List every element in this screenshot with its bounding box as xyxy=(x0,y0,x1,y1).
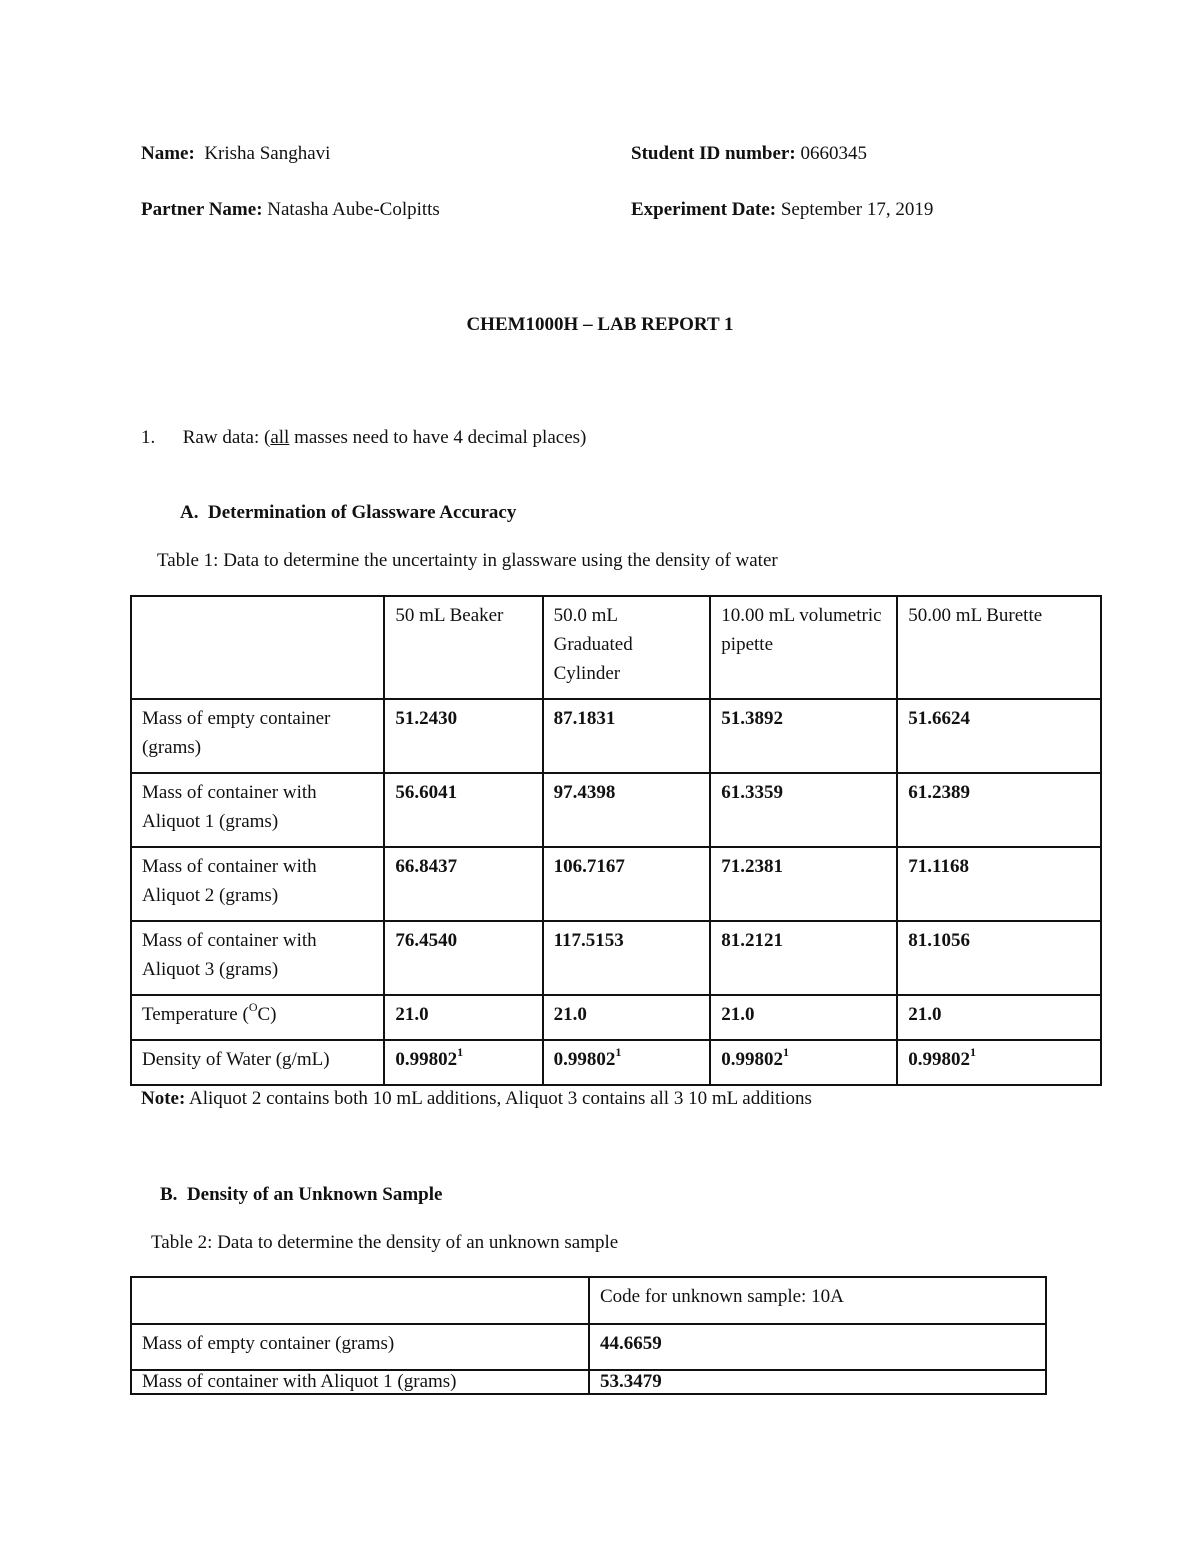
section-1-underlined: all xyxy=(270,427,290,448)
table-cell: 66.8437 xyxy=(384,847,542,921)
row-label: Mass of container with Aliquot 1 (grams) xyxy=(131,773,384,847)
row-label: Mass of empty container (grams) xyxy=(131,1324,589,1370)
table-cell: 21.0 xyxy=(710,995,897,1040)
table-cell: 51.2430 xyxy=(384,699,542,773)
column-header: 50 mL Beaker xyxy=(384,596,542,699)
table-2-header-row xyxy=(131,1277,1046,1324)
section-1-text-before: Raw data: ( xyxy=(182,427,271,448)
note-label: Note: xyxy=(141,1088,186,1109)
table-1 xyxy=(130,595,1102,1086)
row-label: Mass of container with Aliquot 3 (grams) xyxy=(131,921,384,995)
row-label: Temperature ($^O$C) xyxy=(131,995,384,1040)
table-cell: 0.99802$^1$ xyxy=(384,1040,542,1085)
table-cell: 61.3359 xyxy=(710,773,897,847)
table-cell: 61.2389 xyxy=(897,773,1101,847)
student-id-line xyxy=(631,143,867,165)
table-cell: 81.2121 xyxy=(710,921,897,995)
row-label: Mass of container with Aliquot 1 (grams) xyxy=(131,1370,589,1394)
page-title: CHEM1000H – LAB REPORT 1 xyxy=(466,314,734,335)
table-2-caption: Table 2: Data to determine the density of an unknown sample xyxy=(151,1232,619,1253)
partner-value: Natasha Aube-Colpitts xyxy=(267,199,440,220)
section-b-title: Density of an Unknown Sample xyxy=(186,1184,443,1205)
section-1-text-after: masses need to have 4 decimal places) xyxy=(289,427,587,448)
table-2-corner-cell xyxy=(131,1277,589,1324)
table-cell: 21.0 xyxy=(384,995,542,1040)
table-cell: 117.5153 xyxy=(543,921,711,995)
section-b-letter: B. xyxy=(160,1184,178,1205)
student-id-value: 0660345 xyxy=(800,143,867,164)
table-cell: 51.3892 xyxy=(710,699,897,773)
density-row xyxy=(131,1040,1101,1085)
table-1-caption: Table 1: Data to determine the uncertainty in glassware using the density of water xyxy=(157,550,778,571)
table-row xyxy=(131,699,1101,773)
section-a-heading xyxy=(180,502,516,524)
note-text: Aliquot 2 contains both 10 mL additions, Aliquot 3 contains all 3 10 mL additions xyxy=(189,1088,812,1109)
column-header: 50.0 mL Graduated Cylinder xyxy=(543,596,711,699)
table-cell: 0.99802$^1$ xyxy=(710,1040,897,1085)
row-label: Mass of container with Aliquot 2 (grams) xyxy=(131,847,384,921)
date-label: Experiment Date: xyxy=(631,199,777,220)
date-value: September 17, 2019 xyxy=(780,199,934,220)
table-row xyxy=(131,921,1101,995)
table-cell: 97.4398 xyxy=(543,773,711,847)
column-header: 10.00 mL volumetric pipette xyxy=(710,596,897,699)
table-row xyxy=(131,847,1101,921)
table-cell: 51.6624 xyxy=(897,699,1101,773)
name-label: Name: xyxy=(141,143,195,164)
section-a-letter: A. xyxy=(180,502,199,523)
table-row xyxy=(131,1370,1046,1394)
table-cell: 106.7167 xyxy=(543,847,711,921)
partner-line xyxy=(141,199,440,221)
table-cell: 71.1168 xyxy=(897,847,1101,921)
table-1-note xyxy=(141,1088,812,1110)
column-header: Code for unknown sample: 10A xyxy=(589,1277,1046,1324)
row-label: Density of Water (g/mL) xyxy=(131,1040,384,1085)
table-cell: 87.1831 xyxy=(543,699,711,773)
student-id-label: Student ID number: xyxy=(631,143,796,164)
table-cell: 21.0 xyxy=(543,995,711,1040)
table-2 xyxy=(130,1276,1047,1395)
table-1-header-row xyxy=(131,596,1101,699)
table-cell: 53.3479 xyxy=(589,1370,1046,1394)
table-cell: 0.99802$^1$ xyxy=(897,1040,1101,1085)
table-cell: 76.4540 xyxy=(384,921,542,995)
date-line xyxy=(631,199,933,221)
section-1 xyxy=(141,427,586,449)
table-cell: 81.1056 xyxy=(897,921,1101,995)
table-row xyxy=(131,1324,1046,1370)
temperature-row xyxy=(131,995,1101,1040)
table-1-corner-cell xyxy=(131,596,384,699)
name-value: Krisha Sanghavi xyxy=(204,143,331,164)
table-cell: 21.0 xyxy=(897,995,1101,1040)
table-cell: 0.99802$^1$ xyxy=(543,1040,711,1085)
table-cell: 71.2381 xyxy=(710,847,897,921)
section-b-heading xyxy=(160,1184,442,1206)
column-header: 50.00 mL Burette xyxy=(897,596,1101,699)
table-row xyxy=(131,773,1101,847)
section-a-title: Determination of Glassware Accuracy xyxy=(207,502,517,523)
name-line xyxy=(141,143,330,165)
table-cell: 56.6041 xyxy=(384,773,542,847)
partner-label: Partner Name: xyxy=(141,199,263,220)
table-cell: 44.6659 xyxy=(589,1324,1046,1370)
section-1-number: 1. xyxy=(141,427,156,448)
row-label: Mass of empty container (grams) xyxy=(131,699,384,773)
